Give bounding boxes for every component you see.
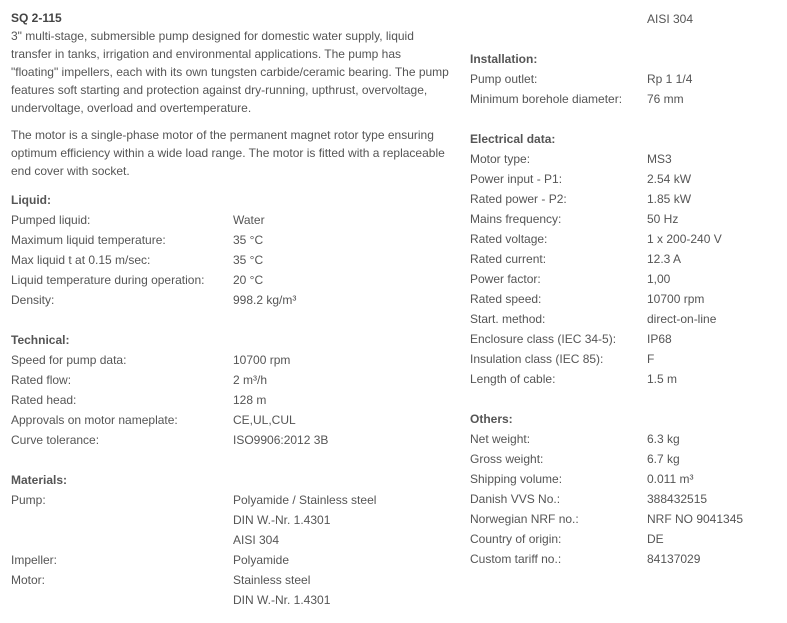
others-table [470,429,780,569]
spec-value: 128 m [233,393,267,407]
spec-value: 0.011 m³ [647,472,694,486]
spec-row [11,570,451,590]
spec-label: Rated flow: [11,373,72,387]
spec-label: Pump: [11,493,46,507]
spec-label: Norwegian NRF no.: [470,512,579,526]
spec-row [470,229,780,249]
product-description: 3" multi-stage, submersible pump designed for domestic water supply, liquid transfer in tanks, irrigation and environmental applications. The pump has "floating" impellers, each with its own tungsten carbide/ceramic bearing. The pump features soft starting and protection against dry-running, upthrust, overvoltage, undervoltage, overload and overtemperature. [11,29,449,115]
spec-label: Length of cable: [470,372,556,386]
spec-value: 2.54 kW [647,172,692,186]
spec-row [470,69,780,89]
spec-value: 35 °C [233,233,264,247]
spec-value: NRF NO 9041345 [647,512,744,526]
spec-label: Gross weight: [470,452,544,466]
spec-row [11,430,451,450]
spec-value: 1 x 200-240 V [647,232,722,246]
spec-row [470,429,780,449]
spec-row [470,149,780,169]
spec-label: Start. method: [470,312,546,326]
spec-row [470,529,780,549]
spec-row [11,490,451,510]
spec-label: Motor: [11,573,46,587]
section-heading-materials: Materials: [11,473,68,487]
installation-table [470,69,780,109]
electrical-table [470,149,780,389]
spec-value: AISI 304 [647,12,694,26]
spec-label: Power input - P1: [470,172,563,186]
spec-label: Approvals on motor nameplate: [11,413,178,427]
spec-label: Rated speed: [470,292,542,306]
spec-label: Rated head: [11,393,77,407]
spec-label [11,510,233,530]
spec-row [11,270,451,290]
spec-value: 10700 rpm [647,292,705,306]
spec-label: Impeller: [11,553,58,567]
spec-value: 10700 rpm [233,353,291,367]
materials-table [11,490,451,610]
spec-row [11,410,451,430]
spec-value: DIN W.-Nr. 1.4301 [233,513,331,527]
spec-label: Rated voltage: [470,232,548,246]
spec-row [11,390,451,410]
spec-row [470,269,780,289]
spec-value: ISO9906:2012 3B [233,433,329,447]
spec-row [470,549,780,569]
spec-label: Curve tolerance: [11,433,100,447]
spec-label: Pump outlet: [470,72,538,86]
section-heading-installation: Installation: [470,52,538,66]
spec-label: Max liquid t at 0.15 m/sec: [11,253,151,267]
spec-label: Shipping volume: [470,472,563,486]
spec-row [470,9,780,29]
spec-label: Maximum liquid temperature: [11,233,166,247]
spec-label: Pumped liquid: [11,213,91,227]
section-heading-liquid: Liquid: [11,193,51,207]
spec-row [11,350,451,370]
spec-value: AISI 304 [233,533,280,547]
spec-value: Stainless steel [233,573,311,587]
spec-value: DIN W.-Nr. 1.4301 [233,593,331,607]
spec-value: 2 m³/h [233,373,268,387]
spec-value: Polyamide / Stainless steel [233,493,377,507]
spec-row [470,489,780,509]
spec-value: 6.3 kg [647,432,680,446]
spec-row [11,290,451,310]
spec-label: Speed for pump data: [11,353,127,367]
section-heading-technical: Technical: [11,333,70,347]
spec-value: 84137029 [647,552,701,566]
spec-value: 50 Hz [647,212,679,226]
spec-row [11,510,451,530]
spec-label: Net weight: [470,432,531,446]
spec-row [11,250,451,270]
spec-label: Country of origin: [470,532,562,546]
spec-row [470,509,780,529]
product-title: SQ 2-115 [11,11,62,25]
motor-description: The motor is a single-phase motor of the permanent magnet rotor type ensuring optimum efficiency within a wide load range. The motor is fitted with a replaceable end cover with socket. [11,128,445,178]
spec-value: direct-on-line [647,312,717,326]
spec-label [11,590,233,610]
spec-row [470,209,780,229]
spec-row [470,189,780,209]
spec-label [11,530,233,550]
spec-label: Power factor: [470,272,541,286]
spec-row [470,329,780,349]
spec-label: Rated current: [470,252,547,266]
spec-row [470,309,780,329]
spec-label [470,9,647,29]
spacer [11,180,451,190]
spec-row [470,449,780,469]
section-heading-electrical: Electrical data: [470,132,556,146]
spec-label: Mains frequency: [470,212,562,226]
spec-value: 12.3 A [647,252,682,266]
spec-label: Insulation class (IEC 85): [470,352,604,366]
liquid-table [11,210,451,310]
spec-row [11,550,451,570]
spec-row [11,210,451,230]
spec-row [470,169,780,189]
spec-value: Polyamide [233,553,290,567]
right-column [470,9,780,569]
spec-row [11,530,451,550]
spec-value: 998.2 kg/m³ [233,293,297,307]
spec-label: Density: [11,293,55,307]
spec-row [11,590,451,610]
spec-value: 76 mm [647,92,684,106]
spec-value: DE [647,532,664,546]
spec-value: F [647,352,655,366]
spec-value: 6.7 kg [647,452,680,466]
spec-label: Motor type: [470,152,531,166]
spec-value: 1.85 kW [647,192,692,206]
spec-label: Custom tariff no.: [470,552,562,566]
spec-row [11,370,451,390]
spec-value: 1.5 m [647,372,678,386]
spec-value: 35 °C [233,253,264,267]
spec-value: Water [233,213,265,227]
spec-value: Rp 1 1/4 [647,72,693,86]
section-heading-others: Others: [470,412,513,426]
spec-value: CE,UL,CUL [233,413,296,427]
spec-value: 20 °C [233,273,264,287]
spec-row [470,249,780,269]
spec-row [470,89,780,109]
spec-row [11,230,451,250]
spec-row [470,369,780,389]
spec-label: Minimum borehole diameter: [470,92,623,106]
spec-row [470,469,780,489]
spec-row [470,349,780,369]
technical-table [11,350,451,450]
spec-value: IP68 [647,332,672,346]
spec-value: 1,00 [647,272,671,286]
spec-value: MS3 [647,152,672,166]
spec-row [470,289,780,309]
spec-value: 388432515 [647,492,708,506]
left-column [11,9,451,610]
spec-label: Danish VVS No.: [470,492,561,506]
spec-label: Enclosure class (IEC 34-5): [470,332,617,346]
spec-label: Rated power - P2: [470,192,567,206]
spec-label: Liquid temperature during operation: [11,273,205,287]
